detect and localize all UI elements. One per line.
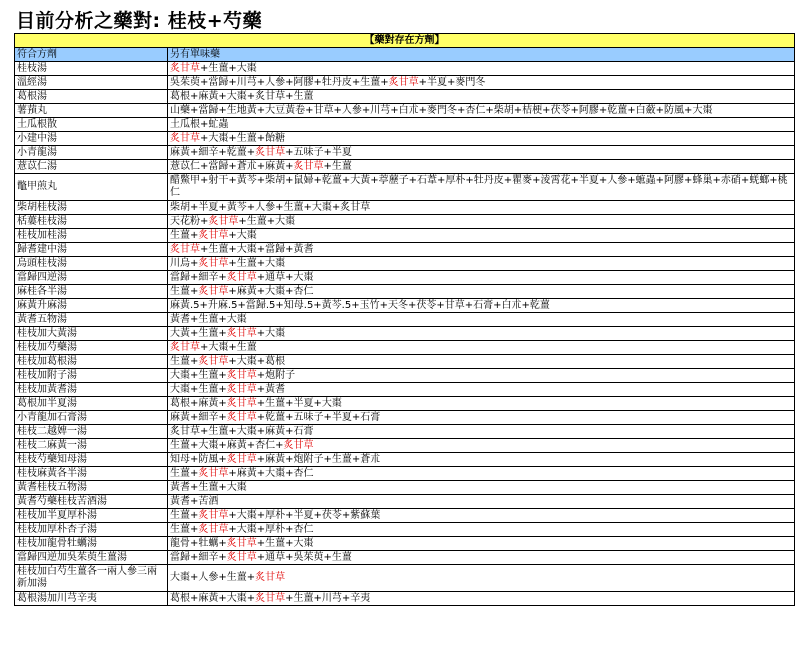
- extra-herbs-cell: [168, 174, 795, 201]
- highlighted-herb: 炙甘草: [198, 523, 229, 535]
- formula-name-cell: 黃耆桂枝五物湯: [15, 481, 168, 495]
- herb-text: +生薑+川芎+辛夷: [285, 592, 371, 604]
- table-row: [15, 271, 795, 285]
- formula-name-cell: 土瓜根散: [15, 118, 168, 132]
- highlighted-herb: 炙甘草: [170, 132, 200, 144]
- highlighted-herb: 炙甘草: [293, 160, 324, 172]
- highlighted-herb: 炙甘草: [226, 383, 257, 395]
- herb-text: 知母+防風+: [170, 453, 227, 465]
- column-header-extra-herbs: 另有單味藥: [168, 48, 795, 62]
- formula-table: [14, 33, 795, 606]
- table-row: [15, 537, 795, 551]
- herb-text: 麻黃+細辛+: [170, 411, 227, 423]
- herb-text: 麻黃.5+升麻.5+當歸.5+知母.5+黃芩.5+玉竹+天冬+茯苓+甘草+石膏+白朮+乾薑: [170, 299, 550, 311]
- table-row: [15, 467, 795, 481]
- highlighted-herb: 炙甘草: [170, 62, 200, 74]
- formula-name-cell: 桂枝加半夏厚朴湯: [15, 509, 168, 523]
- herb-text: +生薑+大棗: [238, 215, 296, 227]
- formula-name-cell: 桂枝加白芍生薑各一兩人參三兩新加湯: [15, 565, 168, 592]
- herb-text: 葛根+麻黃+大棗+炙甘草+生薑: [170, 90, 314, 102]
- formula-name-cell: 黃耆芍藥桂枝苦酒湯: [15, 495, 168, 509]
- extra-herbs-cell: [168, 467, 795, 481]
- highlighted-herb: 炙甘草: [226, 411, 257, 423]
- table-row: [15, 215, 795, 229]
- herb-text: +炮附子: [256, 369, 296, 381]
- herb-text: 天花粉+: [170, 215, 209, 227]
- formula-name-cell: 薏苡仁湯: [15, 160, 168, 174]
- extra-herbs-cell: [168, 453, 795, 467]
- highlighted-herb: 炙甘草: [198, 355, 229, 367]
- extra-herbs-cell: [168, 592, 795, 606]
- herb-text: +乾薑+五味子+半夏+石膏: [256, 411, 381, 423]
- table-row: [15, 327, 795, 341]
- table-row: [15, 439, 795, 453]
- highlighted-herb: 炙甘草: [226, 397, 257, 409]
- table-row: [15, 551, 795, 565]
- extra-herbs-cell: [168, 481, 795, 495]
- page-title: 目前分析之藥對: 桂枝+芍藥: [16, 10, 263, 32]
- extra-herbs-cell: [168, 551, 795, 565]
- formula-name-cell: 柴胡桂枝湯: [15, 201, 168, 215]
- formula-name-cell: 桂枝加附子湯: [15, 369, 168, 383]
- extra-herbs-cell: [168, 62, 795, 76]
- herb-text: 生薑+: [170, 509, 199, 521]
- table-row: [15, 592, 795, 606]
- herb-text: 大棗+生薑+: [170, 383, 227, 395]
- table-row: [15, 411, 795, 425]
- herb-text: 生薑+: [170, 467, 199, 479]
- highlighted-herb: 炙甘草: [198, 509, 229, 521]
- highlighted-herb: 炙甘草: [226, 327, 257, 339]
- herb-text: 大黃+生薑+: [170, 327, 227, 339]
- herb-text: 黃耆+苦酒: [170, 495, 219, 507]
- table-row: [15, 369, 795, 383]
- extra-herbs-cell: [168, 425, 795, 439]
- formula-name-cell: 桂枝二越婢一湯: [15, 425, 168, 439]
- formula-name-cell: 麻桂各半湯: [15, 285, 168, 299]
- formula-name-cell: 葛根湯加川芎辛夷: [15, 592, 168, 606]
- formula-name-cell: 歸耆建中湯: [15, 243, 168, 257]
- table-row: [15, 481, 795, 495]
- table-row: [15, 132, 795, 146]
- herb-text: +大棗+厚朴+杏仁: [228, 523, 314, 535]
- formula-name-cell: 溫經湯: [15, 76, 168, 90]
- extra-herbs-cell: [168, 299, 795, 313]
- herb-text: 當歸+細辛+: [170, 271, 227, 283]
- herb-text: +生薑+大棗: [228, 257, 286, 269]
- table-row: [15, 160, 795, 174]
- herb-text: 薏苡仁+當歸+蒼朮+麻黃+: [170, 160, 294, 172]
- herb-text: +生薑+半夏+大棗: [256, 397, 342, 409]
- table-row: [15, 509, 795, 523]
- formula-name-cell: 葛根加半夏湯: [15, 397, 168, 411]
- table-row: [15, 383, 795, 397]
- extra-herbs-cell: [168, 215, 795, 229]
- formula-name-cell: 當歸四逆湯: [15, 271, 168, 285]
- table-row: [15, 299, 795, 313]
- extra-herbs-cell: [168, 76, 795, 90]
- formula-name-cell: 桂枝加大黃湯: [15, 327, 168, 341]
- herb-text: 生薑+: [170, 523, 199, 535]
- herb-text: 柴胡+半夏+黃芩+人參+生薑+大棗+炙甘草: [170, 201, 371, 213]
- column-header-formula: 符合方劑: [15, 48, 168, 62]
- herb-text: +麻黃+炮附子+生薑+蒼朮: [256, 453, 381, 465]
- formula-name-cell: 小青龍湯: [15, 146, 168, 160]
- formula-name-cell: 桂枝加桂湯: [15, 229, 168, 243]
- formula-name-cell: 桂枝麻黃各半湯: [15, 467, 168, 481]
- herb-text: 葛根+麻黃+: [170, 397, 227, 409]
- herb-text: 生薑+: [170, 285, 199, 297]
- highlighted-herb: 炙甘草: [255, 592, 286, 604]
- formula-name-cell: 桂枝加龍骨牡蠣湯: [15, 537, 168, 551]
- highlighted-herb: 炙甘草: [388, 76, 419, 88]
- highlighted-herb: 炙甘草: [170, 341, 200, 353]
- herb-text: +生薑+大棗+當歸+黃耆: [200, 243, 314, 255]
- herb-text: 生薑+: [170, 355, 199, 367]
- table-row: [15, 62, 795, 76]
- highlighted-herb: 炙甘草: [226, 369, 257, 381]
- herb-text: +黃耆: [256, 383, 286, 395]
- extra-herbs-cell: [168, 411, 795, 425]
- table-row: [15, 565, 795, 592]
- extra-herbs-cell: [168, 132, 795, 146]
- herb-text: +生薑+大棗: [256, 537, 314, 549]
- table-row: [15, 313, 795, 327]
- herb-text: 龍骨+牡蠣+: [170, 537, 227, 549]
- herb-text: +大棗+厚朴+半夏+茯苓+紫蘇葉: [228, 509, 381, 521]
- formula-name-cell: 桂枝加葛根湯: [15, 355, 168, 369]
- herb-text: +通草+大棗: [256, 271, 314, 283]
- table-row: [15, 397, 795, 411]
- highlighted-herb: 炙甘草: [255, 572, 286, 583]
- extra-herbs-cell: [168, 229, 795, 243]
- table-row: [15, 146, 795, 160]
- highlighted-herb: 炙甘草: [198, 257, 229, 269]
- formula-name-cell: 葛根湯: [15, 90, 168, 104]
- highlighted-herb: 炙甘草: [226, 271, 257, 283]
- table-row: [15, 76, 795, 90]
- herb-text: +半夏+麥門冬: [418, 76, 486, 88]
- herb-text: +生薑+大棗: [200, 62, 257, 74]
- extra-herbs-cell: [168, 104, 795, 118]
- table-banner-row: [15, 34, 795, 48]
- herb-text: +大棗: [256, 327, 286, 339]
- extra-herbs-cell: [168, 271, 795, 285]
- herb-text: 生薑+大棗+麻黃+杏仁+: [170, 439, 284, 451]
- highlighted-herb: 炙甘草: [208, 215, 239, 227]
- herb-text: 醋鱉甲+射干+黃芩+柴胡+鼠婦+乾薑+大黃+葶藶子+石葦+厚朴+牡丹皮+瞿麥+淩霄花+半夏+人參+蟅蟲+阿膠+蜂巢+赤硝+蜣螂+桃仁: [170, 175, 788, 198]
- table-row: [15, 104, 795, 118]
- formula-name-cell: 鼈甲煎丸: [15, 174, 168, 201]
- extra-herbs-cell: [168, 565, 795, 592]
- herb-text: +麻黃+大棗+杏仁: [228, 467, 314, 479]
- highlighted-herb: 炙甘草: [255, 146, 286, 158]
- table-banner: 【藥對存在方劑】: [15, 34, 795, 48]
- herb-text: 生薑+: [170, 229, 199, 241]
- herb-text: +麻黃+大棗+杏仁: [228, 285, 314, 297]
- formula-name-cell: 桂枝二麻黃一湯: [15, 439, 168, 453]
- herb-text: 山藥+當歸+生地黃+大豆黃卷+甘草+人參+川芎+白朮+麥門冬+杏仁+柴胡+桔梗+茯苓+阿膠+乾薑+白蘞+防風+大棗: [170, 104, 713, 116]
- herb-text: 大棗+生薑+: [170, 369, 227, 381]
- formula-name-cell: 小青龍加石膏湯: [15, 411, 168, 425]
- extra-herbs-cell: [168, 285, 795, 299]
- extra-herbs-cell: [168, 383, 795, 397]
- herb-text: +通草+吳茱萸+生薑: [256, 551, 352, 563]
- extra-herbs-cell: [168, 523, 795, 537]
- herb-text: 吳茱萸+當歸+川芎+人參+阿膠+牡丹皮+生薑+: [170, 76, 389, 88]
- herb-text: +五味子+半夏: [285, 146, 352, 158]
- formula-name-cell: 桂枝湯: [15, 62, 168, 76]
- highlighted-herb: 炙甘草: [198, 229, 229, 241]
- formula-name-cell: 黃耆五物湯: [15, 313, 168, 327]
- table-row: [15, 425, 795, 439]
- highlighted-herb: 炙甘草: [226, 453, 257, 465]
- highlighted-herb: 炙甘草: [226, 537, 257, 549]
- extra-herbs-cell: [168, 327, 795, 341]
- herb-text: +生薑: [323, 160, 352, 172]
- herb-text: +大棗+生薑+飴糖: [200, 132, 286, 144]
- table-row: [15, 243, 795, 257]
- extra-herbs-cell: [168, 313, 795, 327]
- table-row: [15, 523, 795, 537]
- formula-name-cell: 桂枝加芍藥湯: [15, 341, 168, 355]
- table-row: [15, 118, 795, 132]
- extra-herbs-cell: [168, 397, 795, 411]
- herb-text: +大棗: [228, 229, 257, 241]
- extra-herbs-cell: [168, 90, 795, 104]
- highlighted-herb: 炙甘草: [170, 243, 200, 255]
- formula-name-cell: 薯蕷丸: [15, 104, 168, 118]
- highlighted-herb: 炙甘草: [226, 551, 257, 563]
- formula-name-cell: 桂枝芍藥知母湯: [15, 453, 168, 467]
- extra-herbs-cell: [168, 439, 795, 453]
- extra-herbs-cell: [168, 118, 795, 132]
- highlighted-herb: 炙甘草: [198, 285, 229, 297]
- herb-text: +大棗+葛根: [228, 355, 286, 367]
- herb-text: 黃耆+生薑+大棗: [170, 313, 247, 325]
- table-row: [15, 201, 795, 215]
- table-row: [15, 229, 795, 243]
- table-row: [15, 90, 795, 104]
- formula-name-cell: 桂枝加黃耆湯: [15, 383, 168, 397]
- herb-text: 川烏+: [170, 257, 199, 269]
- formula-name-cell: 烏頭桂枝湯: [15, 257, 168, 271]
- herb-text: 大棗+人參+生薑+: [170, 572, 256, 583]
- table-row: [15, 174, 795, 201]
- extra-herbs-cell: [168, 537, 795, 551]
- herb-text: 黃耆+生薑+大棗: [170, 481, 247, 493]
- table-row: [15, 495, 795, 509]
- header-row: [15, 48, 795, 62]
- highlighted-herb: 炙甘草: [283, 439, 314, 451]
- extra-herbs-cell: [168, 146, 795, 160]
- table-row: [15, 341, 795, 355]
- extra-herbs-cell: [168, 495, 795, 509]
- highlighted-herb: 炙甘草: [198, 467, 229, 479]
- formula-name-cell: 桂枝加厚朴杏子湯: [15, 523, 168, 537]
- herb-text: 葛根+麻黃+大棗+: [170, 592, 256, 604]
- extra-herbs-cell: [168, 509, 795, 523]
- extra-herbs-cell: [168, 355, 795, 369]
- extra-herbs-cell: [168, 160, 795, 174]
- herb-text: 炙甘草+生薑+大棗+麻黃+石膏: [170, 425, 314, 437]
- extra-herbs-cell: [168, 257, 795, 271]
- formula-name-cell: 當歸四逆加吳茱萸生薑湯: [15, 551, 168, 565]
- table-row: [15, 453, 795, 467]
- herb-text: 土瓜根+虻蟲: [170, 118, 229, 130]
- formula-name-cell: 小建中湯: [15, 132, 168, 146]
- extra-herbs-cell: [168, 201, 795, 215]
- table-row: [15, 257, 795, 271]
- extra-herbs-cell: [168, 243, 795, 257]
- herb-text: +大棗+生薑: [200, 341, 257, 353]
- extra-herbs-cell: [168, 369, 795, 383]
- formula-name-cell: 栝蔞桂枝湯: [15, 215, 168, 229]
- herb-text: 當歸+細辛+: [170, 551, 227, 563]
- extra-herbs-cell: [168, 341, 795, 355]
- table-row: [15, 285, 795, 299]
- herb-text: 麻黃+細辛+乾薑+: [170, 146, 256, 158]
- table-row: [15, 355, 795, 369]
- formula-name-cell: 麻黃升麻湯: [15, 299, 168, 313]
